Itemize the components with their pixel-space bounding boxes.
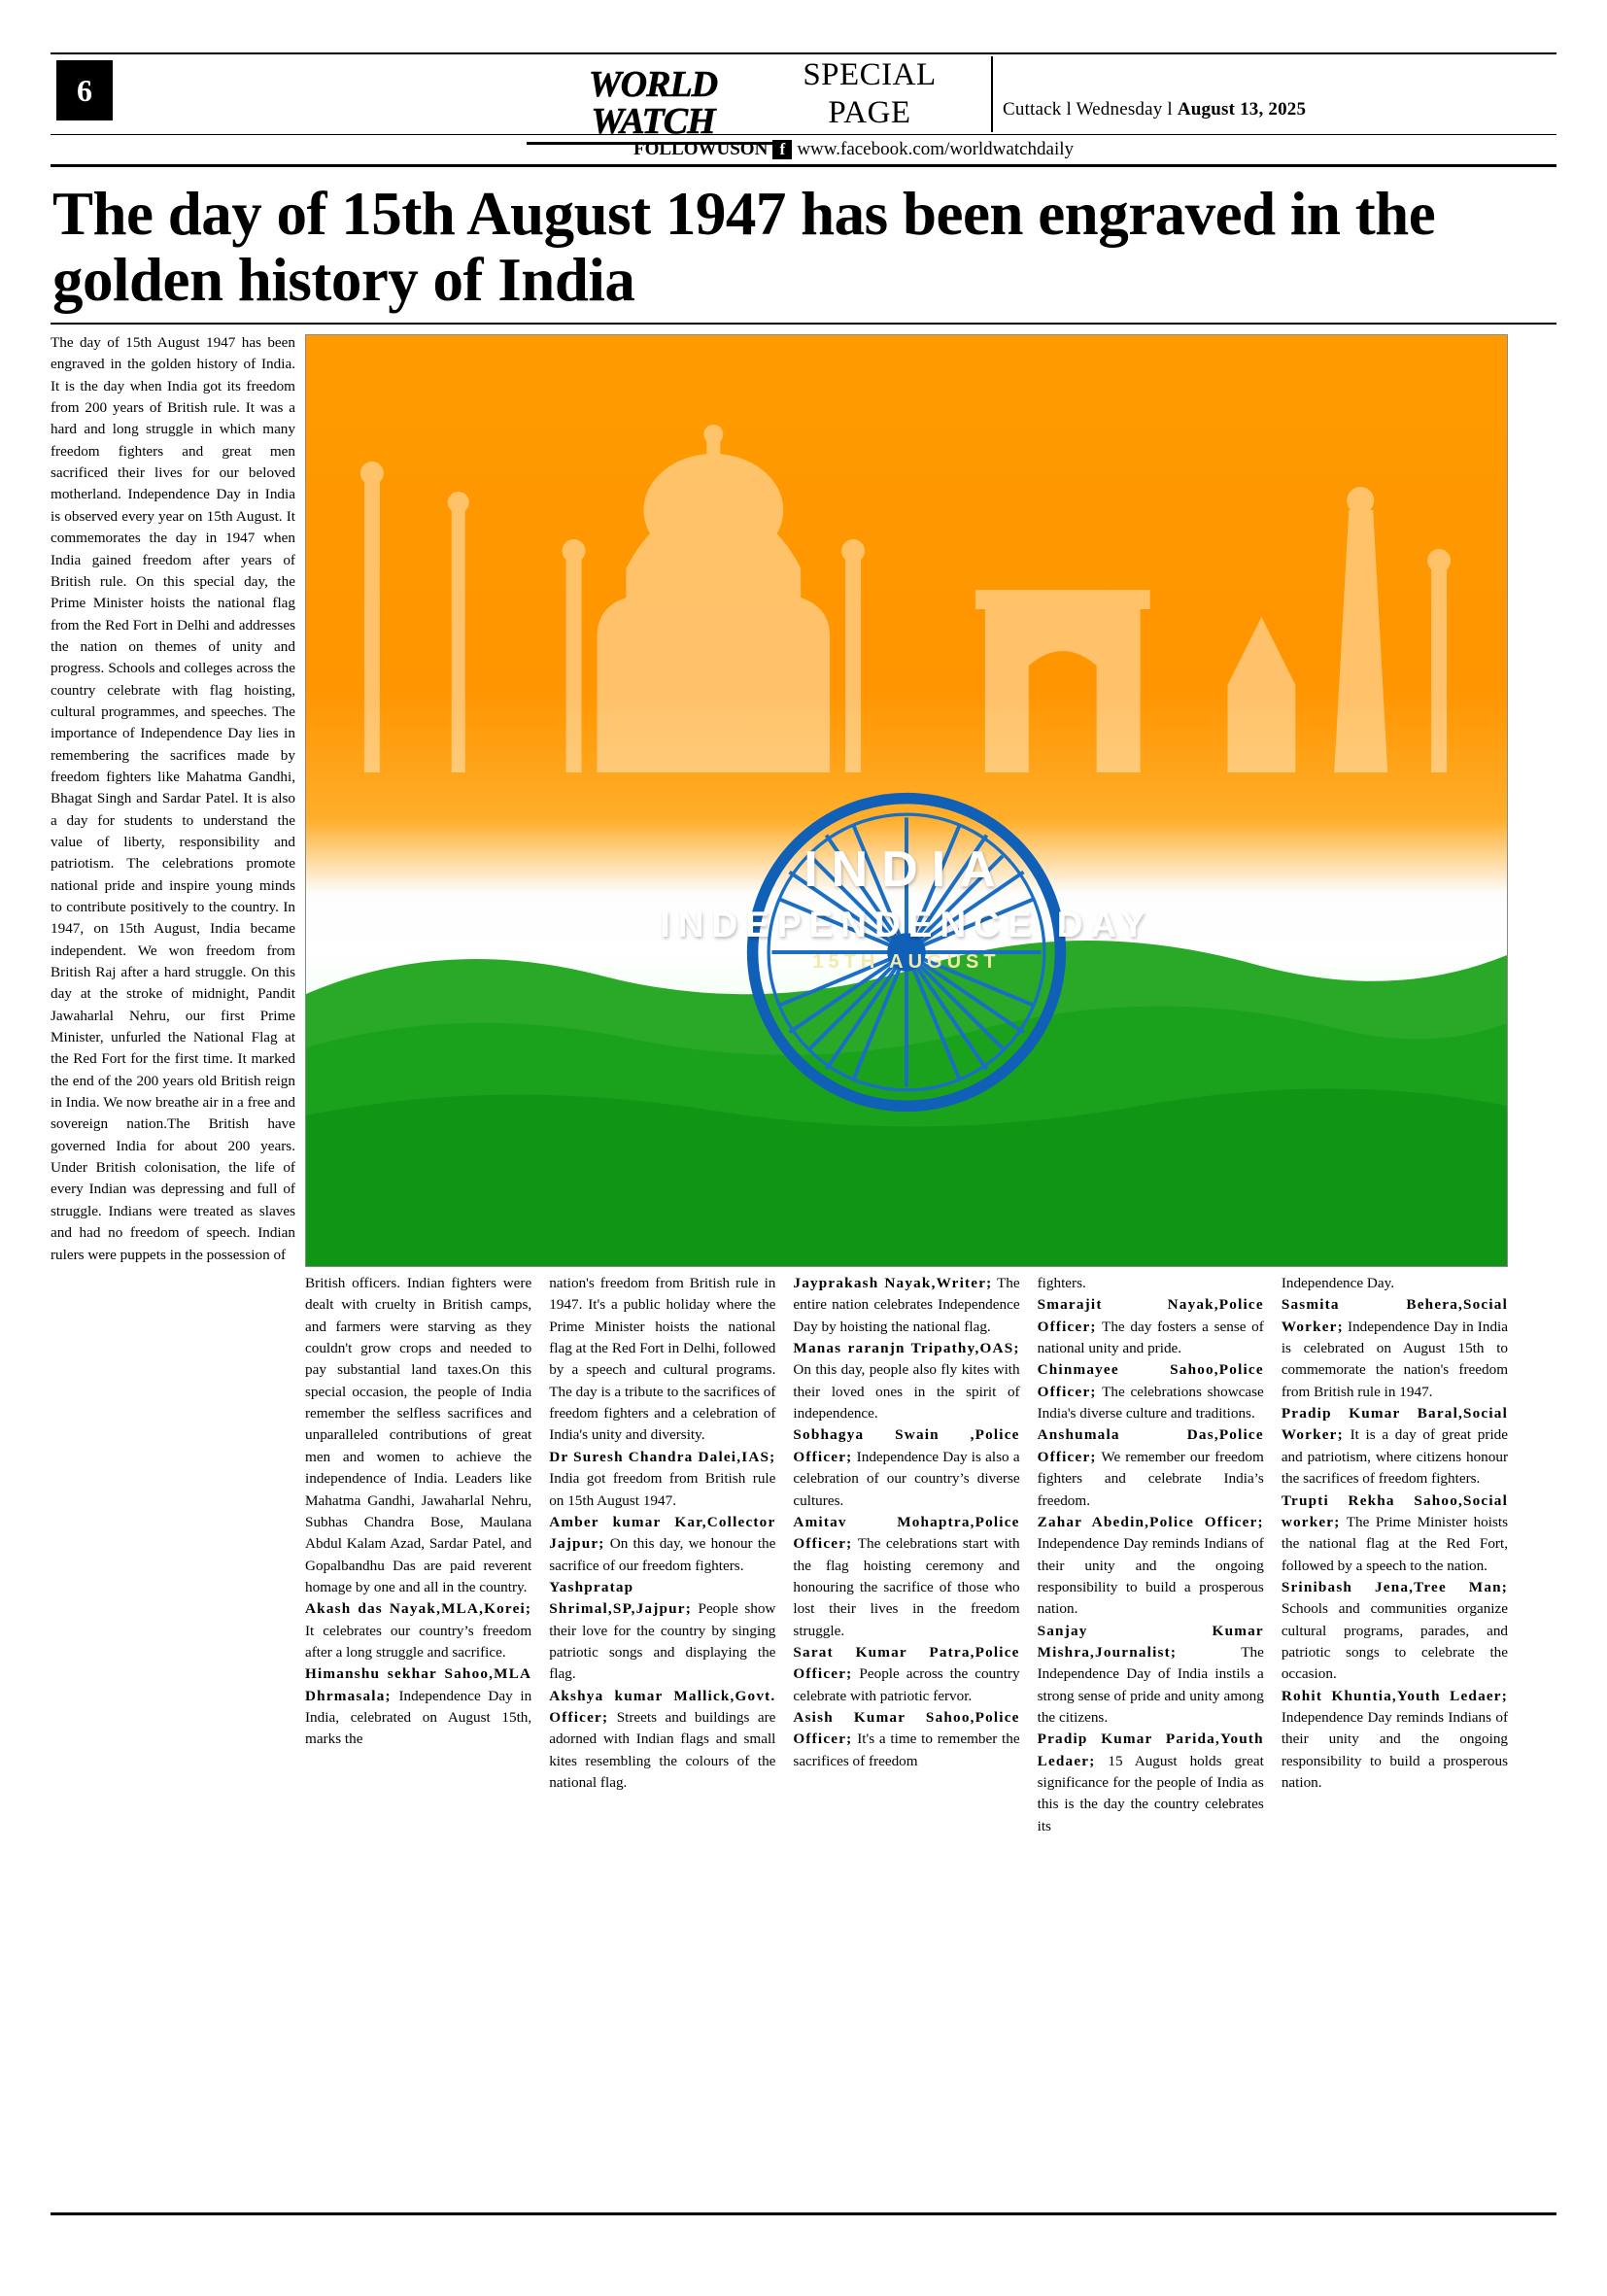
- quote-text: It is a day of great pride and patriotism, where citizens honour the sacrifices of freedom fighters.: [1281, 1426, 1509, 1488]
- quote-text: People across the country celebrate with patriotic fervor.: [793, 1665, 1020, 1704]
- lower-columns: [305, 1273, 1508, 1837]
- quote-text: It's a time to remember the sacrifices of freedom: [793, 1731, 1020, 1769]
- column2-paragraph: British officers. Indian fighters were dealt with cruelty in British camps, and farmers were starving as they couldn't grow crops and needed to pay substantial land taxes.On this special occasion, the people of India remember the selfless sacrifices and unparalleled contributions of great men and women to achieve the independence of India. Leaders like Mahatma Gandhi, Jawaharlal Nehru, Subhas Chandra Bose, Maulana Abdul Kalam Azad, Sardar Patel, and Gopalbandhu Das are paid reverent homage by one and all in the country.: [305, 1275, 532, 1595]
- quote-author: Smarajit Nayak,Police Officer;: [1037, 1296, 1264, 1335]
- quote-text: Independence Day in India is celebrated on August 15th to commemorate the nation's freedom from British rule in 1947.: [1281, 1318, 1509, 1400]
- quote-item: [1038, 1359, 1264, 1424]
- quote-item: [1282, 1491, 1508, 1577]
- quote-text: 15 August holds great significance for the people of India as this is the day the country celebrates its: [1037, 1752, 1264, 1834]
- dateline-sep-2: l: [1167, 99, 1173, 120]
- quote-author: Jayprakash Nayak,Writer;: [793, 1275, 993, 1292]
- quote-author: Zahar Abedin,Police Officer;: [1037, 1513, 1264, 1530]
- article-column-3: [549, 1273, 775, 1837]
- article-column-6: [1282, 1273, 1508, 1837]
- quote-author: Himanshu sekhar Sahoo,MLA Dhrmasala;: [305, 1665, 532, 1704]
- column5-paragraph: fighters.: [1037, 1275, 1086, 1292]
- column6-paragraph: Independence Day.: [1281, 1275, 1395, 1292]
- dateline-weekday: Wednesday: [1076, 99, 1163, 120]
- dateline: [1003, 99, 1306, 120]
- quote-author: Manas raranjn Tripathy,OAS;: [793, 1340, 1020, 1357]
- quote-item: [549, 1686, 775, 1795]
- quote-item: [1038, 1294, 1264, 1359]
- article-column-4: [793, 1273, 1019, 1837]
- quote-text: It celebrates our country’s freedom after a long struggle and sacrifice.: [305, 1622, 532, 1661]
- section-title: [760, 56, 993, 132]
- page-number: 6: [56, 60, 113, 120]
- quote-author: Pradip Kumar Parida,Youth Ledaer;: [1037, 1731, 1264, 1769]
- quote-text: Independence Day reminds Indians of their unity and the ongoing responsibility to build a prosperous nation.: [1037, 1535, 1264, 1618]
- quote-item: [549, 1512, 775, 1577]
- quote-text: The Prime Minister hoists the national flag at the Red Fort, followed by a speech to the nation.: [1281, 1513, 1509, 1574]
- article-column-1: [51, 332, 295, 1266]
- article-column-5: [1038, 1273, 1264, 1837]
- quote-text: The Independence Day of India instils a strong sense of pride and unity among the citizens.: [1037, 1643, 1264, 1726]
- quote-author: Yashpratap Shrimal,SP,Jajpur;: [549, 1578, 692, 1618]
- dateline-date: August 13, 2025: [1177, 99, 1307, 120]
- masthead: [51, 39, 1556, 167]
- quote-item: [549, 1577, 775, 1686]
- quote-item: [793, 1642, 1019, 1707]
- follow-us-label: FOLLOWUSON: [633, 139, 769, 159]
- section-title-line2: PAGE: [828, 94, 911, 130]
- quote-item: [793, 1338, 1019, 1424]
- dateline-sep-1: l: [1066, 99, 1072, 120]
- quote-author: Sasmita Behera,Social Worker;: [1281, 1296, 1509, 1335]
- facebook-url[interactable]: www.facebook.com/worldwatchdaily: [797, 139, 1075, 159]
- quote-item: [549, 1447, 775, 1512]
- quote-text: The celebrations start with the flag hoisting ceremony and honouring the sacrifice of those who lost their lives in the freedom struggle.: [793, 1535, 1020, 1639]
- quote-item: [305, 1663, 531, 1750]
- page-headline: The day of 15th August 1947 has been engraved in the golden history of India: [52, 180, 1436, 315]
- quote-author: Sobhagya Swain ,Police Officer;: [793, 1426, 1020, 1465]
- artwork-subtitle: INDEPENDENCE DAY: [660, 905, 1153, 945]
- quote-item: [1282, 1577, 1508, 1686]
- quote-item: [1038, 1424, 1264, 1511]
- quote-item: [1038, 1512, 1264, 1621]
- quote-item: [793, 1273, 1019, 1338]
- page-bottom-rule: [51, 2212, 1556, 2215]
- article-column-2: [305, 1273, 531, 1837]
- quote-item: [1282, 1403, 1508, 1490]
- quote-author: Rohit Khuntia,Youth Ledaer;: [1281, 1687, 1509, 1704]
- masthead-top-rule: [51, 52, 1556, 54]
- quote-author: Asish Kumar Sahoo,Police Officer;: [793, 1708, 1020, 1748]
- quote-text: Independence Day in India, celebrated on August 15th, marks the: [305, 1687, 532, 1748]
- quote-item: [793, 1424, 1019, 1511]
- quote-item: [1282, 1686, 1508, 1795]
- quote-text: Independence Day is also a celebration of our country’s diverse cultures.: [793, 1448, 1020, 1509]
- quote-author: Srinibash Jena,Tree Man;: [1281, 1578, 1509, 1595]
- quote-item: [1038, 1621, 1264, 1730]
- quote-text: On this day, people also fly kites with their loved ones in the spirit of independence.: [793, 1361, 1020, 1422]
- column3-paragraph: nation's freedom from British rule in 1947. It's a public holiday where the Prime Minister hoists the national flag at the Red Fort in Delhi, followed by a speech and cultural programs. The day is a tribute to the sacrifices of freedom fighters and a celebration of India's unity and diversity.: [549, 1275, 776, 1444]
- quote-author: Amitav Mohaptra,Police Officer;: [793, 1513, 1020, 1553]
- headline-rule: [51, 323, 1556, 325]
- quote-item: [1282, 1294, 1508, 1403]
- artwork-title: INDIA: [804, 841, 1009, 899]
- quote-author: Chinmayee Sahoo,Police Officer;: [1037, 1361, 1264, 1400]
- quote-item: [305, 1598, 531, 1663]
- newspaper-logo: [527, 66, 779, 145]
- quote-text: The celebrations showcase India's diverse culture and traditions.: [1037, 1383, 1264, 1422]
- quote-author: Akash das Nayak,MLA,Korei;: [305, 1600, 532, 1618]
- quote-author: Akshya kumar Mallick,Govt. Officer;: [549, 1687, 776, 1726]
- quote-text: Independence Day reminds Indians of their unity and the ongoing responsibility to build a prosperous nation.: [1281, 1708, 1509, 1791]
- independence-day-illustration: [305, 334, 1508, 1267]
- quote-text: The day fosters a sense of national unity and pride.: [1037, 1318, 1264, 1357]
- quote-item: [793, 1707, 1019, 1772]
- quote-author: Trupti Rekha Sahoo,Social worker;: [1281, 1491, 1509, 1530]
- quote-text: The entire nation celebrates Independence Day by hoisting the national flag.: [793, 1275, 1020, 1335]
- quote-author: Amber kumar Kar,Collector Jajpur;: [549, 1513, 776, 1553]
- facebook-icon[interactable]: f: [772, 140, 792, 159]
- quote-text: India got freedom from British rule on 15th August 1947.: [549, 1470, 776, 1509]
- section-title-line1: SPECIAL: [803, 57, 937, 92]
- quote-author: Anshumala Das,Police Officer;: [1037, 1426, 1264, 1465]
- article-body: [51, 332, 1556, 2208]
- quote-author: Pradip Kumar Baral,Social Worker;: [1281, 1405, 1509, 1444]
- brand-name: WORLD WATCH: [588, 64, 718, 142]
- quote-author: Dr Suresh Chandra Dalei,IAS;: [549, 1448, 776, 1465]
- quote-text: Streets and buildings are adorned with Indian flags and small kites resembling the colours of the national flag.: [549, 1708, 776, 1791]
- quote-text: On this day, we honour the sacrifice of our freedom fighters.: [549, 1535, 776, 1574]
- lead-paragraph: The day of 15th August 1947 has been engraved in the golden history of India. It is the day when India got its freedom from 200 years of British rule. It was a hard and long struggle in which many freedom fighters and great men sacrificed their lives for our beloved motherland. Independence Day in India is observed every year on 15th August. It commemorates the day in 1947 when India gained freedom after years of British rule. On this special day, the Prime Minister hoists the national flag from the Red Fort in Delhi and addresses the nation on themes of unity and progress. Schools and colleges across the country celebrate with flag hoisting, cultural programmes, and speeches. The importance of Independence Day lies in remembering the sacrifices made by freedom fighters like Mahatma Gandhi, Bhagat Singh and Sardar Patel. It is also a day for students to understand the value of liberty, responsibility and patriotism. The celebrations promote national pride and inspire young minds to contribute positively to the country. In 1947, on 15th August, India became independent. We won freedom from British Raj after a hard struggle. On this day at the stroke of midnight, Pandit Jawaharlal Nehru, our first Prime Minister, unfurled the National Flag at the Red Fort for the first time. It marked the end of the 200 years old British reign in India. We now breathe air in a free and sovereign nation.The British have governed India for about 200 years. Under British colonisation, the life of every Indian was depressing and full of struggle. Indians were treated as slaves and had no freedom of speech. Indian rulers were puppets in the possession of: [51, 334, 295, 1263]
- follow-us-bar: [633, 139, 1074, 160]
- quote-text: People show their love for the country by singing patriotic songs and displaying the flag.: [549, 1600, 776, 1683]
- quote-author: Sarat Kumar Patra,Police Officer;: [793, 1643, 1020, 1683]
- quote-item: [1038, 1729, 1264, 1837]
- dateline-city: Cuttack: [1003, 99, 1062, 120]
- monuments-skyline-icon: [306, 364, 1507, 831]
- masthead-bottom-rule: [51, 134, 1556, 135]
- quote-text: Schools and communities organize cultural programs, parades, and patriotic songs to celebrate the occasion.: [1281, 1600, 1509, 1683]
- quote-item: [793, 1512, 1019, 1642]
- artwork-subtitle-secondary: 15TH AUGUST: [812, 951, 1001, 974]
- quote-text: We remember our freedom fighters and celebrate India’s freedom.: [1037, 1448, 1264, 1509]
- quote-author: Sanjay Kumar Mishra,Journalist;: [1037, 1622, 1264, 1661]
